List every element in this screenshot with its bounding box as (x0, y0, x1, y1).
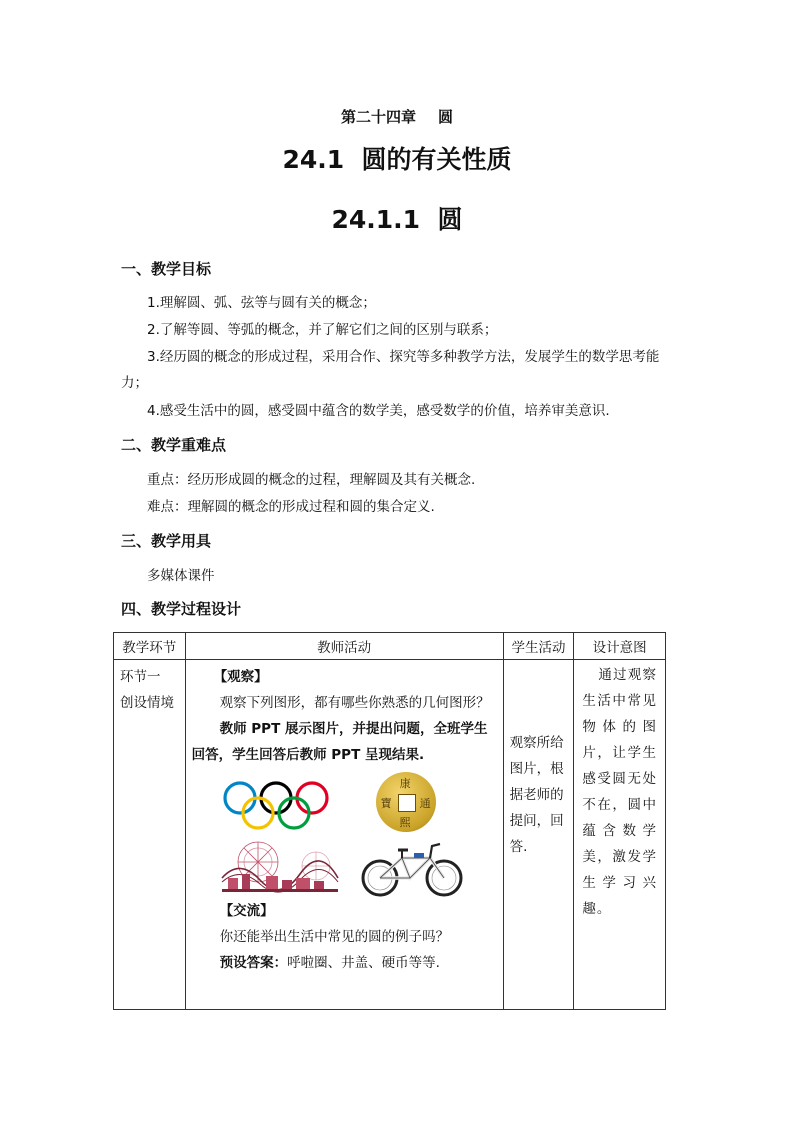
column-header: 教学环节 (114, 633, 186, 660)
subsection-title: 24.1.1 圆 (331, 205, 463, 234)
teacher-activity-cell (185, 660, 503, 1010)
preset-answer (192, 950, 497, 976)
coin-char: 寶 (380, 797, 392, 810)
chapter-name: 圆 (438, 108, 454, 126)
goal-item: 3.经历圆的概念的形成过程，采用合作、探究等多种教学方法，发展学生的数学思考能力； (121, 349, 660, 391)
coin-image (376, 772, 436, 832)
table-header-row (114, 633, 666, 660)
observe-desc: 回答，学生回答后教师 PPT 呈现结果. (191, 747, 425, 763)
chapter-number: 第二十四章 (340, 108, 416, 126)
tools-heading: 三、教学用具 (121, 532, 212, 550)
ferris-wheel-image (220, 838, 340, 894)
design-intent-cell: 通过观察生活中常见物体的图片，让学生感受圆无处不在，圆中蕴含数学美，激发学生学习兴趣。 (574, 660, 666, 1010)
answer-label: 预设答案： (219, 955, 288, 971)
difficulty-point: 难点：理解圆的概念的形成过程和圆的集合定义. (147, 499, 435, 515)
column-header: 设计意图 (574, 633, 666, 660)
process-heading: 四、教学过程设计 (121, 600, 242, 618)
observe-tag: 【观察】 (213, 669, 268, 685)
stage-name: 创设情境 (120, 695, 174, 711)
goals-heading: 一、教学目标 (121, 260, 212, 278)
answer-text: 呼啦圈、井盖、硬币等等. (287, 955, 440, 971)
coin-char: 熙 (399, 816, 411, 829)
observe-desc: 教师 PPT 展示图片，并提出问题，全班学生 (219, 721, 488, 737)
coin-char: 康 (399, 777, 411, 790)
chapter-title (0, 106, 794, 127)
observe-question: 观察下列图形，都有哪些你熟悉的几何图形？ (219, 695, 490, 711)
goal-item: 4.感受生活中的圆，感受圆中蕴含的数学美，感受数学的价值，培养审美意识. (147, 403, 610, 419)
stage-number: 环节一 (120, 669, 161, 685)
keypoints-heading: 二、教学重难点 (121, 436, 227, 454)
column-header: 学生活动 (503, 633, 574, 660)
exchange-tag: 【交流】 (219, 903, 274, 919)
column-header: 教师活动 (185, 633, 503, 660)
table-row (114, 660, 666, 1010)
olympic-rings-image (222, 780, 332, 832)
coin-char: 通 (419, 797, 431, 810)
stage-cell (114, 660, 186, 1010)
section-title: 24.1 圆的有关性质 (282, 145, 512, 174)
bicycle-image (360, 836, 464, 898)
focus-point: 重点：经历形成圆的概念的过程，理解圆及其有关概念. (147, 472, 476, 488)
goal-item: 1.理解圆、弧、弦等与圆有关的概念； (147, 295, 376, 311)
process-table (113, 632, 666, 1010)
coin-hole (398, 794, 416, 812)
tools-item: 多媒体课件 (147, 568, 215, 584)
goal-item: 2.了解等圆、等弧的概念，并了解它们之间的区别与联系； (147, 322, 498, 338)
exchange-question: 你还能举出生活中常见的圆的例子吗？ (219, 929, 450, 945)
pictures-area (192, 772, 497, 898)
student-activity-cell: 观察所给图片，根据老师的提问，回答. (503, 660, 574, 1010)
